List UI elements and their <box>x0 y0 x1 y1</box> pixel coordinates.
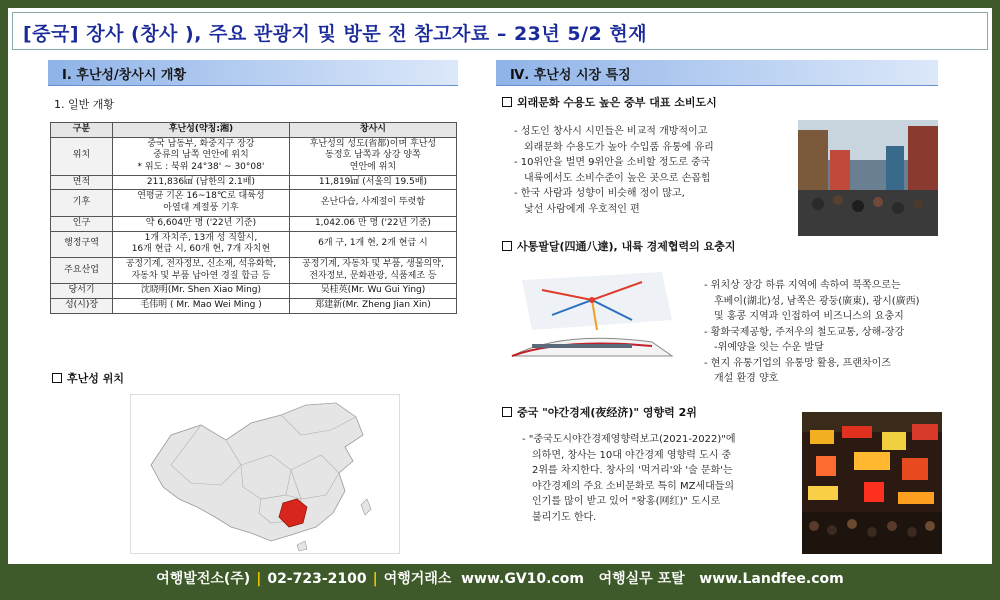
table-cell: 1개 자치주, 13개 성 직할시, 16개 현급 시, 60개 현, 7개 자치현 <box>113 231 290 257</box>
checkbox-square-icon <box>502 97 512 107</box>
bullet-text: - 10위안을 벌면 9위안을 소비할 정도로 중국 내륙에서도 소비수준이 높은 곳으로 손꼽힘 <box>514 157 711 184</box>
table-row <box>51 137 457 175</box>
footer-site-landfee-link[interactable]: www.Landfee.com <box>699 571 844 587</box>
table-cell: 6개 구, 1개 현, 2개 현급 시 <box>289 231 456 257</box>
footer-company: 여행발전소(주) <box>156 571 251 587</box>
table-row-label: 인구 <box>51 216 113 231</box>
market-bullets-2 <box>704 278 954 387</box>
table-cell: 온난다습, 사계절이 뚜렷함 <box>289 190 456 216</box>
checkbox-square-icon <box>502 407 512 417</box>
footer-phone: 02-723-2100 <box>267 571 367 587</box>
table-row-label: 행정구역 <box>51 231 113 257</box>
bullet-text: - "중국도시야간경제영향력보고(2021-2022)"에 의하면, 창사는 10대 야간경제 영향력 도시 중 2위를 차지한다. 창사의 '먹거리'와 '술 문화'는 야간경제의 주요 소비문화로 특히 MZ세대들의 인기를 많이 받고 있어 "왕홍(网红)" 도시로 불리기도 한다. <box>522 434 736 523</box>
table-cell: 약 6,604만 명 ('22년 기준) <box>113 216 290 231</box>
page-frame <box>8 8 992 564</box>
table-row-label: 기후 <box>51 190 113 216</box>
table-row <box>51 175 457 190</box>
table-cell: 吴桂英(Mr. Wu Gui Ying) <box>289 284 456 299</box>
market-heading-3-text: 중국 "야간경제(夜经济)" 영향력 2위 <box>517 406 697 419</box>
footer-site-gv10-link[interactable]: www.GV10.com <box>461 571 584 587</box>
table-header-hunan: 후난성(약칭:湘) <box>113 123 290 138</box>
title-bar <box>12 12 988 50</box>
bullet-text: - 한국 사람과 성향이 비슷해 정이 많고, 낯선 사람에게 우호적인 편 <box>514 188 685 215</box>
table-cell: 毛伟明 ( Mr. Mao Wei Ming ) <box>113 298 290 313</box>
night-street-photo <box>802 412 942 554</box>
market-heading-1-text: 외래문화 수용도 높은 중부 대표 소비도시 <box>517 96 717 109</box>
section-header-market <box>496 60 938 86</box>
market-bullets-3 <box>522 432 792 525</box>
table-row <box>51 257 457 283</box>
location-heading <box>52 370 124 386</box>
market-heading-3 <box>502 404 697 420</box>
checkbox-square-icon <box>52 373 62 383</box>
market-heading-1 <box>502 94 717 110</box>
table-row-label: 주요산업 <box>51 257 113 283</box>
table-cell: 1,042.06 만 명 ('22년 기준) <box>289 216 456 231</box>
table-cell: 郑建新(Mr. Zheng Jian Xin) <box>289 298 456 313</box>
market-bullets-1 <box>514 124 794 217</box>
table-cell: 공정기계, 자동차 및 부품, 생물의약, 전자정보, 문화관광, 식품제조 등 <box>289 257 456 283</box>
table-row-label: 위치 <box>51 137 113 175</box>
footer-separator: | <box>256 571 262 587</box>
table-row-label: 면적 <box>51 175 113 190</box>
table-header-changsha: 창사시 <box>289 123 456 138</box>
overview-table <box>50 122 457 314</box>
table-cell: 중국 남동부, 화중지구 장강 중류의 남쪽 연안에 위치 * 위도 : 북위 24°38' ~ 30°08' <box>113 137 290 175</box>
footer-portal: 여행실무 포탈 <box>598 571 685 587</box>
table-cell: 沈晓明(Mr. Shen Xiao Ming) <box>113 284 290 299</box>
bullet-text: - 현지 유통기업의 유통망 활용, 프랜차이즈 개설 환경 양호 <box>704 357 891 384</box>
section-title-overview: Ⅰ. 후난성/창사시 개황 <box>62 68 187 83</box>
section-title-market: Ⅳ. 후난성 시장 특징 <box>510 68 631 83</box>
checkbox-square-icon <box>502 241 512 251</box>
table-row <box>51 216 457 231</box>
table-cell: 211,836㎢ (남한의 2.1배) <box>113 175 290 190</box>
location-heading-text: 후난성 위치 <box>67 372 124 385</box>
table-cell: 후난성의 성도(省都)이며 후난성 동정호 남쪽과 상강 양쪽 연안에 위치 <box>289 137 456 175</box>
footer-bar <box>0 568 1000 596</box>
table-row-label: 당서기 <box>51 284 113 299</box>
table-header-category: 구분 <box>51 123 113 138</box>
table-row <box>51 298 457 313</box>
table-row <box>51 284 457 299</box>
section-header-overview <box>48 60 458 86</box>
page-title: [중국] 장사 (창사 ), 주요 관광지 및 방문 전 참고자료 – 23년 5/2 현재 <box>23 23 648 45</box>
street-crowd-photo <box>798 120 938 236</box>
bullet-text: - 위치상 장강 하류 지역에 속하여 북쪽으로는 후베이(湖北)성, 남쪽은 광둥(廣東), 광시(廣西) 및 홍콩 지역과 인접하여 비즈니스의 요충지 <box>704 280 920 322</box>
rail-map-train-image <box>502 260 682 370</box>
footer-separator: | <box>372 571 378 587</box>
table-row <box>51 190 457 216</box>
subsection-general: 1. 일반 개황 <box>54 98 114 111</box>
market-heading-2-text: 사통팔달(四通八達), 내륙 경제협력의 요충지 <box>517 240 736 253</box>
table-cell: 연평균 기온 16~18℃로 대륙성 아열대 계절풍 기후 <box>113 190 290 216</box>
bullet-text: - 황화국제공항, 주저우의 철도교통, 상해-장강 -위예양을 잇는 수운 발달 <box>704 326 905 353</box>
bullet-text: - 성도인 창사시 시민들은 비교적 개방적이고 외래문화 수용도가 높아 수입품 유통에 유리 <box>514 126 714 153</box>
china-map-image <box>130 394 400 554</box>
table-cell: 공정기계, 전자정보, 신소재, 석유화학, 자동차 및 부품 납아연 경질 합금 등 <box>113 257 290 283</box>
table-cell: 11,819㎢ (서울의 19.5배) <box>289 175 456 190</box>
footer-agency: 여행거래소 <box>383 571 452 587</box>
market-heading-2 <box>502 238 736 254</box>
table-row-label: 성(시)장 <box>51 298 113 313</box>
table-row <box>51 231 457 257</box>
